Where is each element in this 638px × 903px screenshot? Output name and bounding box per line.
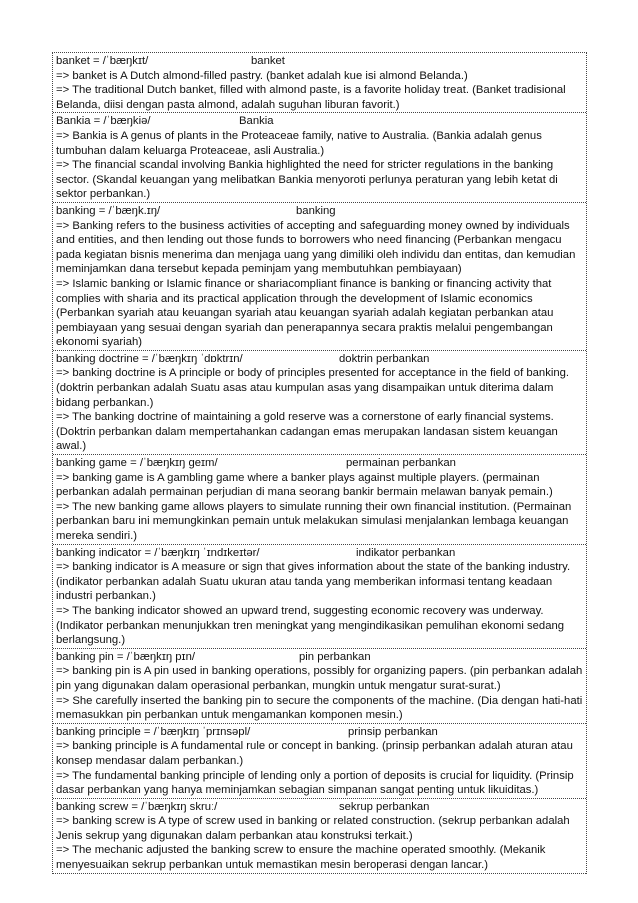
example-sentence: => The mechanic adjusted the banking screw to ensure the machine operated smoothly. (Mekanik menyesuaikan sekrup perbankan untuk memastikan mesin beroperasi dengan lancar.) (56, 844, 546, 872)
headword: Bankia = /ˈbæŋkiə/ (56, 115, 151, 128)
headword: banking game = /ˈbæŋkɪŋ geɪm/ (56, 457, 218, 470)
example-sentence: => She carefully inserted the banking pin to secure the components of the machine. (Dia dengan hati-hati memasukkan pin perbankan untuk mengamankan komponen mesin.) (56, 694, 583, 722)
headword: banking principle = /ˈbæŋkɪŋ ˈprɪnsəpl/ (56, 725, 251, 738)
dictionary-entries (52, 52, 587, 874)
example-sentence: => The fundamental banking principle of lending only a portion of deposits is crucial for liquidity. (Prinsip dasar perbankan yang hanya meminjamkan sebagian simpanan sangat penting untuk likuiditas.) (56, 769, 574, 797)
entry-header (56, 54, 584, 69)
translation: prinsip perbankan (348, 725, 438, 738)
entry-header (56, 546, 584, 561)
entry-header (56, 650, 584, 665)
definition-text: => banking indicator is A measure or sign that gives information about the state of the banking industry. (indikator perbankan adalah Suatu ukuran atau tanda yang memberikan informasi tentang keadaan industri perbankan.) (56, 561, 571, 603)
example-sentence: => The traditional Dutch banket, filled with almond paste, is a favorite holiday treat. (Banket tradisional Belanda, diisi dengan pasta almond, adalah suguhan liburan favorit.) (56, 84, 566, 111)
translation: permainan perbankan (346, 457, 456, 470)
headword: banking indicator = /ˈbæŋkɪŋ ˈɪndɪkeɪtər/ (56, 546, 260, 559)
definition-text: => banking doctrine is A principle or body of principles presented for acceptance in the field of banking. (doktrin perbankan adalah Suatu asas atau kumpulan asas yang disampaikan untuk diterima dalam bidang perbankan.) (56, 367, 570, 409)
dictionary-entry (53, 545, 586, 649)
entry-header (56, 725, 584, 740)
translation: banket (251, 55, 285, 67)
entry-header (56, 352, 584, 367)
dictionary-entry (53, 649, 586, 724)
example-sentence: => Islamic banking or Islamic finance or shariacompliant finance is banking or financing activity that complies with sharia and its practical application through the development of Islamic economics (Perbankan syariah atau keuangan syariah atau keuangan syariah adalah kegiatan perbankan atau pembiayaan yang sesuai dengan syariah dan penerapannya secara praktis melalui pengembangan ekonomi syariah) (56, 277, 554, 349)
example-sentence: => The banking indicator showed an upward trend, suggesting economic recovery was underway. (Indikator perbankan menunjukkan tren meningkat yang mengindikasikan pemulihan ekonomi sedang berlangsung.) (56, 604, 565, 647)
example-sentence: => The new banking game allows players to simulate running their own financial institution. (Permainan perbankan baru ini memungkinkan pemain untuk melakukan simulasi menjalankan lembaga keuangan mereka sendiri.) (56, 500, 572, 542)
dictionary-entry (53, 351, 586, 455)
definition-text: => banking screw is A type of screw used in banking or related construction. (sekrup perbankan adalah Jenis sekrup yang digunakan dalam perbankan atau konstruksi terkait.) (56, 815, 570, 842)
example-sentence: => The financial scandal involving Bankia highlighted the need for stricter regulations in the banking sector. (Skandal keuangan yang melibatkan Bankia menyoroti perlunya peraturan yang lebih ketat di sektor perbankan.) (56, 159, 558, 201)
translation: sekrup perbankan (339, 800, 430, 813)
dictionary-entry (53, 724, 586, 799)
entry-header (56, 456, 584, 471)
definition-text: => banking principle is A fundamental rule or concept in banking. (prinsip perbankan adalah aturan atau konsep mendasar dalam perbankan.) (56, 740, 573, 767)
dictionary-entry (53, 455, 586, 545)
headword: banking screw = /ˈbæŋkɪŋ skruː/ (56, 800, 218, 813)
dictionary-entry (53, 113, 586, 203)
dictionary-entry (53, 799, 586, 874)
headword: banket = /ˈbæŋkɪt/ (56, 55, 149, 67)
headword: banking = /ˈbæŋk.ɪŋ/ (56, 204, 161, 217)
dictionary-entry (53, 203, 586, 351)
example-sentence: => The banking doctrine of maintaining a gold reserve was a cornerstone of early financial systems. (Doktrin perbankan dalam mempertahankan cadangan emas merupakan landasan sistem keuangan awal.) (56, 411, 558, 453)
dictionary-entry (53, 53, 586, 113)
headword: banking pin = /ˈbæŋkɪŋ pɪn/ (56, 650, 195, 663)
entry-header (56, 114, 584, 129)
entry-header (56, 204, 584, 219)
definition-text: => Bankia is A genus of plants in the Proteaceae family, native to Australia. (Bankia adalah genus tumbuhan dalam keluarga Proteaceae, asli Australia.) (56, 129, 542, 157)
definition-text: => banking game is A gambling game where a banker plays against multiple players. (permainan perbankan adalah permainan perjudian di mana seorang bankir bermain melawan banyak pemain.) (56, 471, 553, 499)
headword: banking doctrine = /ˈbæŋkɪŋ ˈdɒktrɪn/ (56, 352, 243, 365)
definition-text: => banket is A Dutch almond-filled pastry. (banket adalah kue isi almond Belanda.) (56, 69, 468, 82)
translation: doktrin perbankan (339, 352, 430, 365)
translation: pin perbankan (299, 650, 371, 663)
translation: banking (296, 204, 336, 217)
translation: indikator perbankan (356, 546, 456, 559)
translation: Bankia (239, 115, 274, 128)
definition-text: => banking pin is A pin used in banking operations, possibly for organizing papers. (pin perbankan adalah pin yang digunakan dalam operasional perbankan, mungkin untuk mengatur surat-surat.) (56, 665, 583, 692)
definition-text: => Banking refers to the business activities of accepting and safeguarding money owned by individuals and entities, and then lending out those funds to borrowers who need financing (Perbankan mengacu pada kegiatan bisnis menerima dan menjaga uang yang dimiliki oleh individu dan entitas, dan kemudian meminjamkan dana tersebut kepada peminjam yang membutuhkan pembiayaan) (56, 219, 576, 276)
entry-header (56, 800, 584, 815)
